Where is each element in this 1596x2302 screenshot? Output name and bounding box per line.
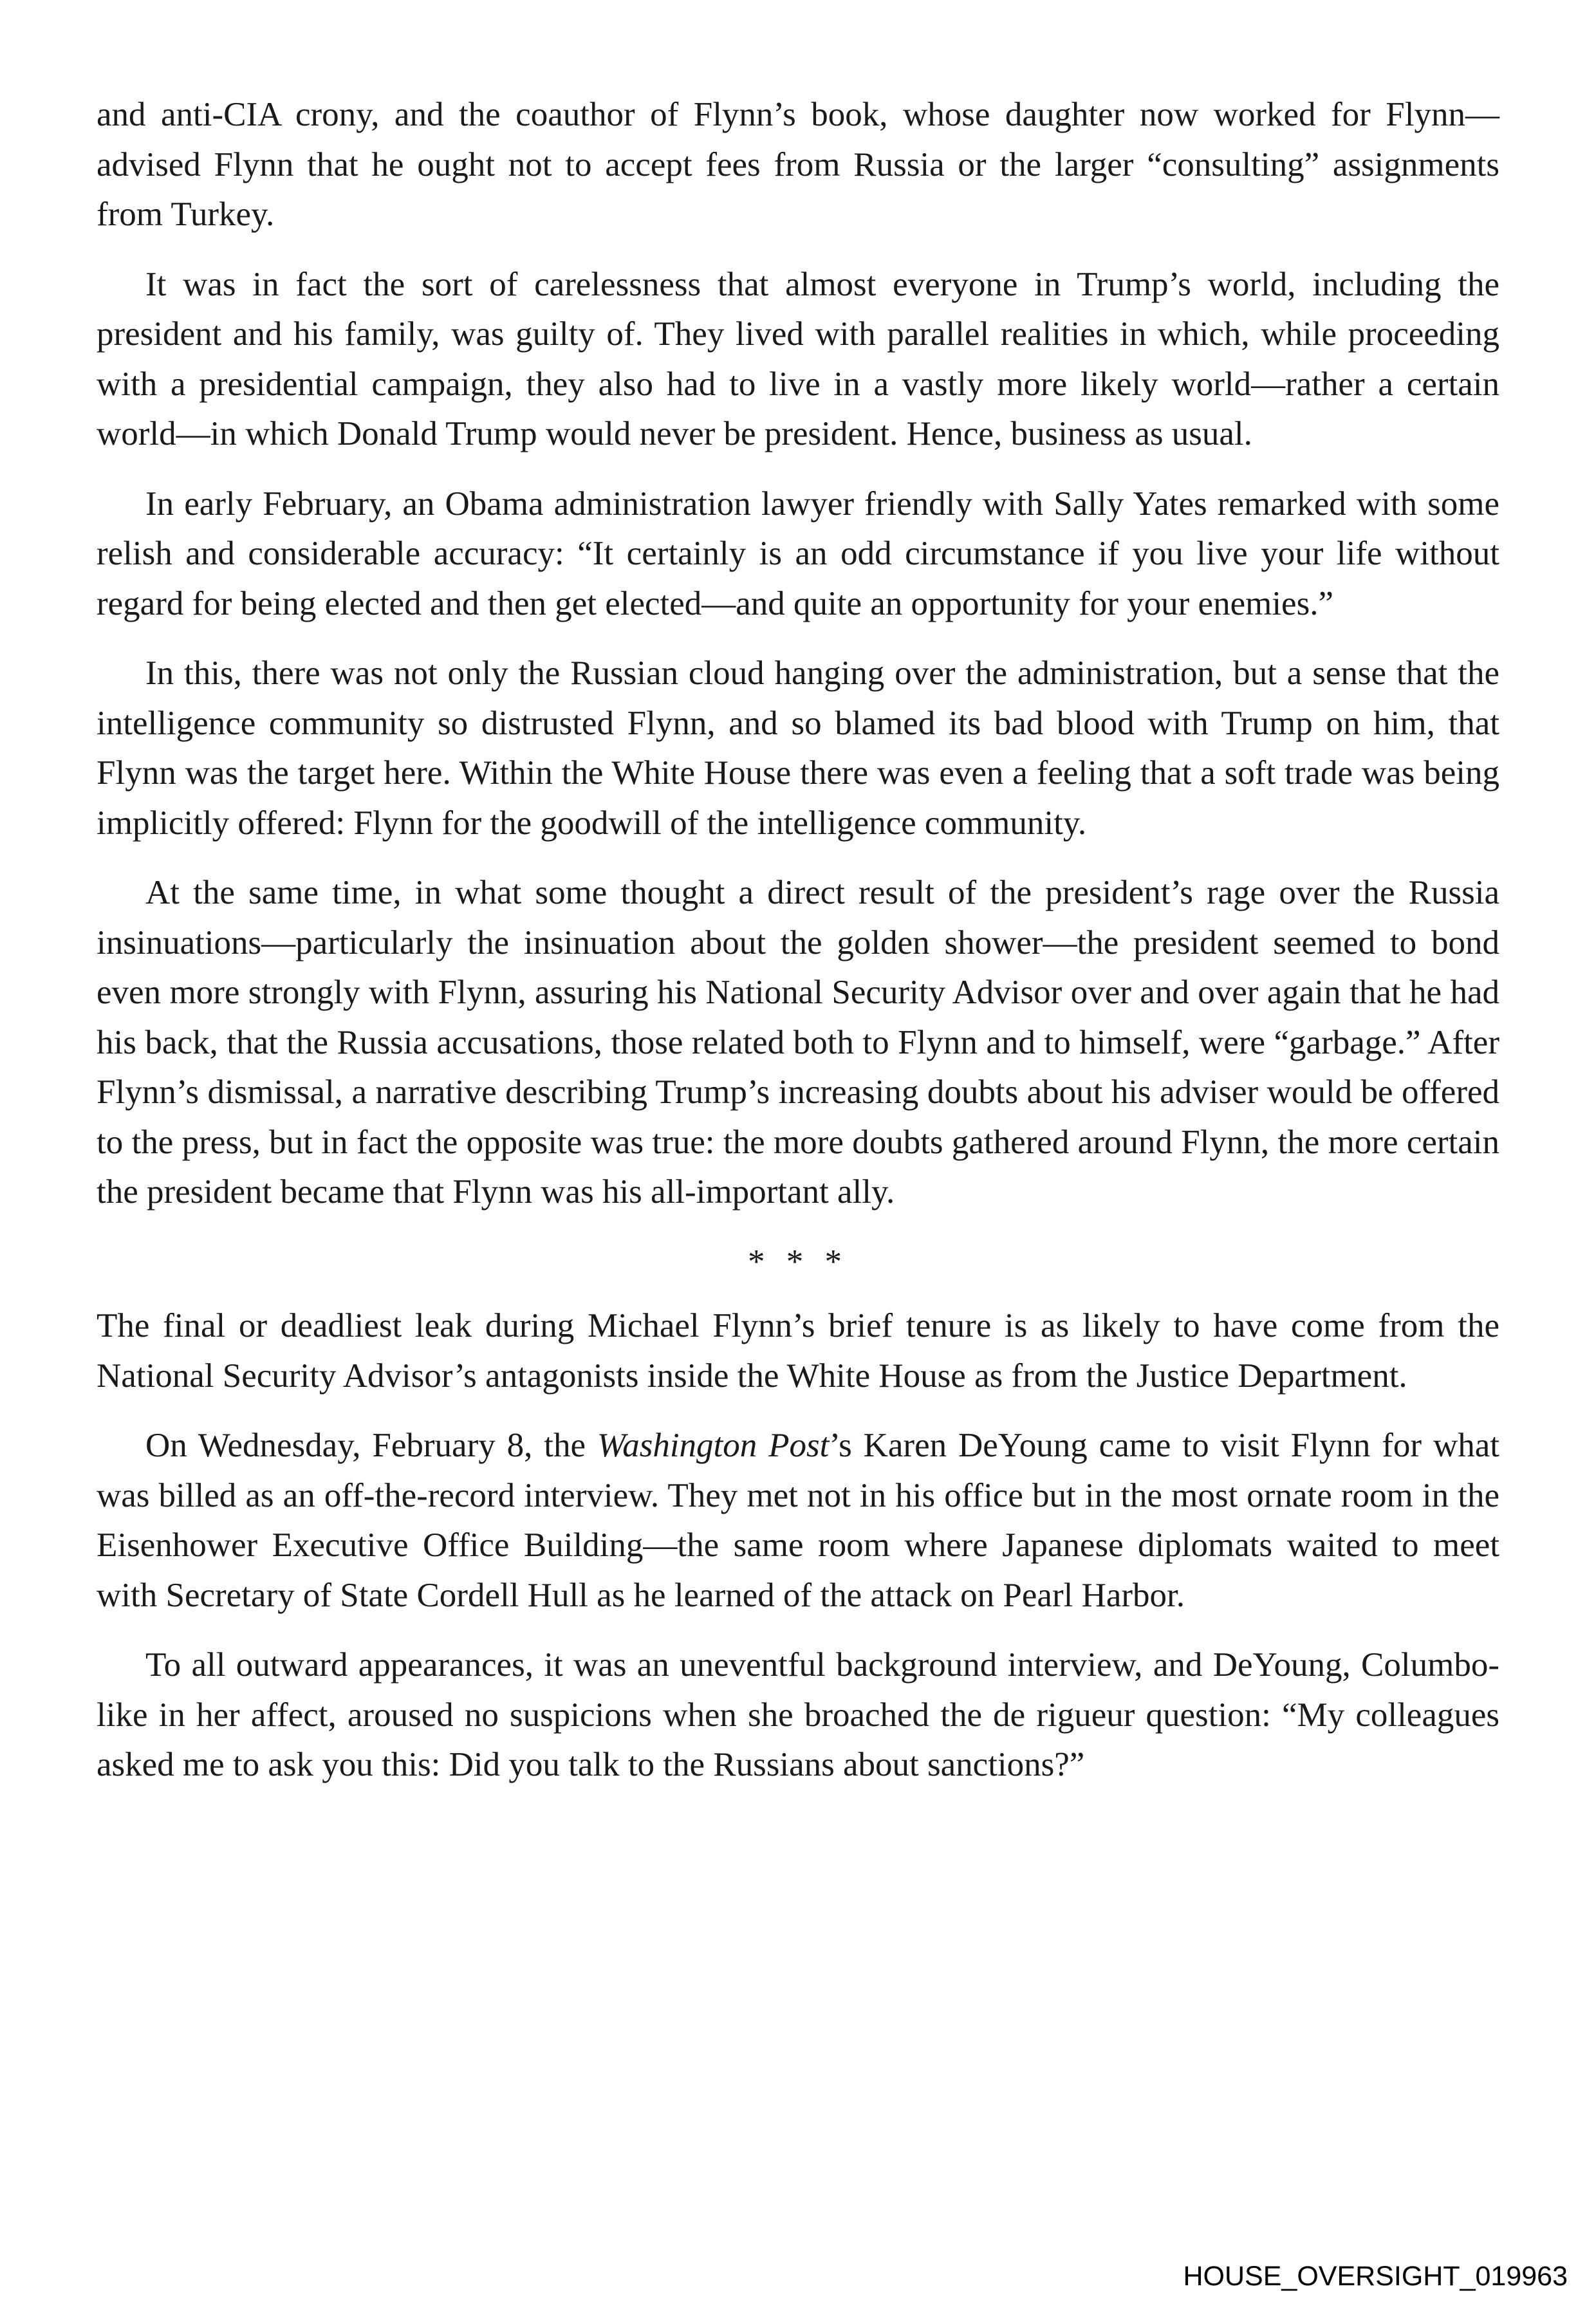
paragraph-3: In early February, an Obama administration lawyer friendly with Sally Yates remarked with some relish and considerable accuracy: “It certainly is an odd circumstance if you live your life without regard for being elected and then get elected—and quite an opportunity for your enemies.” — [97, 485, 1499, 622]
publication-title: Washington Post — [597, 1427, 830, 1464]
paragraph-2: It was in fact the sort of carelessness that almost everyone in Trump’s world, including the president and his family, was guilty of. They lived with parallel realities in which, while proceeding with a presidential campaign, they also had to live in a vastly more likely world—rather a certain world—in which Donald Trump would never be president. Hence, business as usual. — [97, 265, 1499, 452]
paragraph-4: In this, there was not only the Russian cloud hanging over the administration, but a sense that the intelligence community so distrusted Flynn, and so blamed its bad blood with Trump on him, that Flynn was the target here. Within the White House there was even a feeling that a soft trade was being implicitly offered: Flynn for the goodwill of the intelligence community. — [97, 654, 1499, 842]
paragraph-6: The final or deadliest leak during Michael Flynn’s brief tenure is as likely to have come from the National Security Advisor’s antagonists inside the White House as from the Justice Department. — [97, 1307, 1499, 1395]
paragraph-5: At the same time, in what some thought a direct result of the president’s rage over the Russia insinuations—particularly the insinuation about the golden shower—the president seemed to bond even more strongly with Flynn, assuring his National Security Advisor over and over again that he had his back, that the Russia accusations, those related both to Flynn and to himself, were “garbage.” After Flynn’s dismissal, a narrative describing Trump’s increasing doubts about his adviser would be offered to the press, but in fact the opposite was true: the more doubts gathered around Flynn, the more certain the president became that Flynn was his all-important ally. — [97, 874, 1499, 1211]
page-body — [97, 90, 1499, 1810]
paragraph-1: and anti-CIA crony, and the coauthor of Flynn’s book, whose daughter now worked for Flynn—advised Flynn that he ought not to accept fees from Russia or the larger “consulting” assignments from Turkey. — [97, 96, 1499, 233]
section-break: * * * — [748, 1243, 848, 1281]
paragraph-7 — [97, 1421, 1499, 1620]
bates-number: HOUSE_OVERSIGHT_019963 — [1183, 2261, 1568, 2292]
paragraph-7-after: ’s Karen DeYoung came to visit Flynn for what was billed as an off-the-record interview. They met not in his office but in the most ornate room in the Eisenhower Executive Office Building—the same room where Japanese diplomats waited to meet with Secretary of State Cordell Hull as he learned of the attack on Pearl Harbor. — [97, 1427, 1499, 1614]
paragraph-8: To all outward appearances, it was an uneventful background interview, and DeYoung, Columbo-like in her affect, aroused no suspicions when she broached the de rigueur question: “My colleagues asked me to ask you this: Did you talk to the Russians about sanctions?” — [97, 1646, 1499, 1783]
paragraph-7-before: On Wednesday, February 8, the — [145, 1427, 597, 1464]
